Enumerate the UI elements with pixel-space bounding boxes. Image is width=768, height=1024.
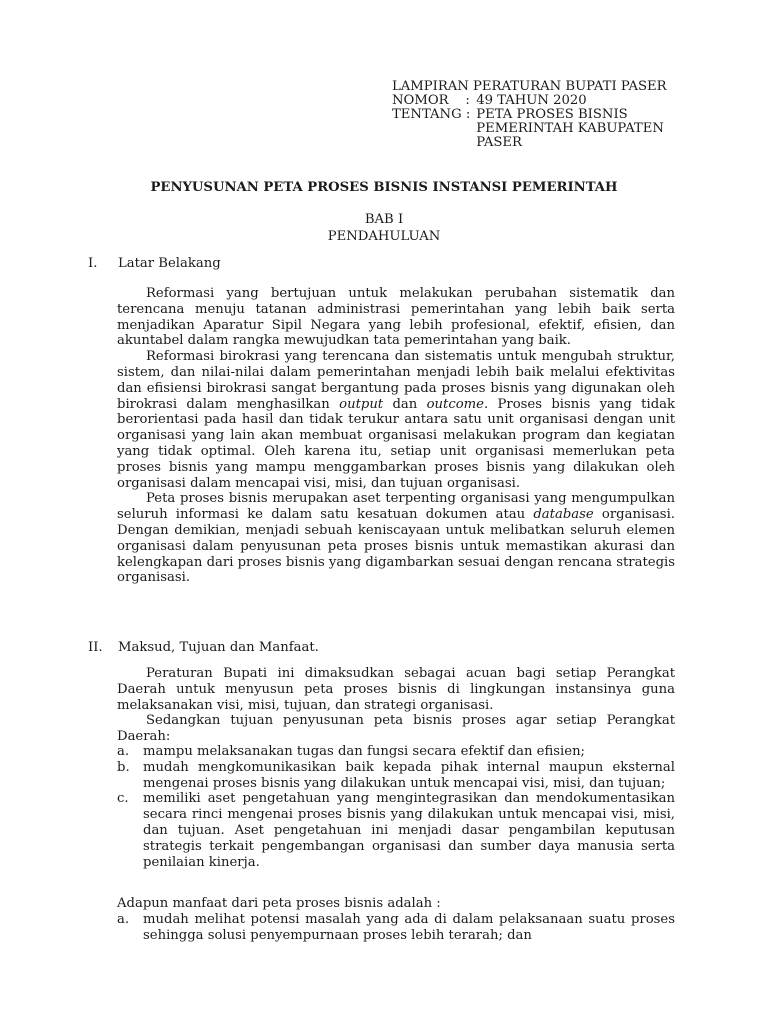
list-item: b. mudah mengkomunikasikan baik kepada pihak internal maupun eksternal mengenai proses bisnis yang dilakukan untuk mencapai visi, misi, dan tujuan;: [117, 759, 675, 791]
paragraph-2: Reformasi birokrasi yang terencana dan sistematis untuk mengubah struktur, sistem, dan nilai-nilai dalam pemerintahan menjadi lebih baik melalui efektivitas dan efisiensi birokrasi sangat bergantung pada proses bisnis yang digunakan oleh birokrasi dalam menghasilkan output dan outcome. Proses bisnis yang tidak berorientasi pada hasil dan tidak terukur antara satu unit organisasi dengan unit organisasi yang lain akan membuat organisasi melakukan program dan kegiatan yang tidak optimal. Oleh karena itu, setiap unit organisasi memerlukan peta proses bisnis yang mampu menggambarkan proses bisnis yang dilakukan oleh organisasi dalam mencapai visi, misi, dan tujuan organisasi.: [117, 349, 675, 491]
section-heading-1: [88, 256, 221, 271]
chapter-number: BAB I: [364, 212, 404, 227]
section-number: II.: [88, 640, 103, 655]
section-heading-2: [88, 640, 319, 655]
chapter-title: PENDAHULUAN: [327, 229, 441, 244]
document-title: PENYUSUNAN PETA PROSES BISNIS INSTANSI PEMERINTAH: [150, 180, 618, 195]
manfaat-intro: Adapun manfaat dari peta proses bisnis adalah :: [117, 896, 441, 911]
lampiran-header: [392, 80, 667, 150]
tujuan-list: [117, 744, 675, 870]
section-title: Latar Belakang: [118, 256, 221, 271]
section-title: Maksud, Tujuan dan Manfaat.: [118, 640, 319, 655]
paragraph-5: Sedangkan tujuan penyusunan peta bisnis proses agar setiap Perangkat Daerah:: [117, 713, 675, 745]
paragraph-4: Peraturan Bupati ini dimaksudkan sebagai acuan bagi setiap Perangkat Daerah untuk menyusun peta proses bisnis di lingkungan instansinya guna melaksanakan visi, misi, tujuan, dan strategi organisasi.: [117, 666, 675, 713]
list-item: a. mudah melihat potensi masalah yang ada di dalam pelaksanaan suatu proses sehingga solusi penyempurnaan proses lebih terarah; dan: [117, 912, 675, 943]
lampiran-line: LAMPIRAN PERATURAN BUPATI PASER: [392, 79, 667, 94]
paragraph-1: Reformasi yang bertujuan untuk melakukan perubahan sistematik dan terencana menuju tatanan administrasi pemerintahan yang lebih baik serta menjadikan Aparatur Sipil Negara yang lebih profesional, efektif, efisien, dan akuntabel dalam rangka mewujudkan tata pemerintahan yang baik.: [117, 286, 675, 349]
section-number: I.: [88, 256, 98, 271]
manfaat-list: [117, 912, 675, 944]
list-item: a. mampu melaksanakan tugas dan fungsi secara efektif dan efisien;: [117, 744, 586, 759]
tentang-key: TENTANG :: [392, 107, 471, 122]
tentang-value-2: PEMERINTAH KABUPATEN: [472, 121, 664, 136]
nomor-value: 49 TAHUN 2020: [472, 93, 587, 108]
paragraph-3: Peta proses bisnis merupakan aset terpenting organisasi yang mengumpulkan seluruh informasi ke dalam satu kesatuan dokumen atau database organisasi. Dengan demikian, menjadi sebuah keniscayaan untuk melibatkan seluruh elemen organisasi dalam penyusunan peta proses bisnis untuk memastikan akurasi dan kelengkapan dari proses bisnis yang digambarkan sesuai dengan rencana strategis organisasi.: [117, 491, 675, 586]
nomor-key: NOMOR :: [392, 93, 470, 108]
list-item: c. memiliki aset pengetahuan yang mengintegrasikan dan mendokumentasikan secara rinci mengenai proses bisnis yang dilakukan untuk mencapai visi, misi, dan tujuan. Aset pengetahuan ini menjadi dasar pengambilan keputusan strategis terkait pengembangan organisasi dan sumber daya manusia serta penilaian kinerja.: [117, 791, 675, 870]
chapter-heading: [0, 211, 768, 245]
tentang-value-1: PETA PROSES BISNIS: [472, 107, 628, 122]
section-2-body: [117, 666, 675, 745]
tentang-value-3: PASER: [472, 135, 522, 150]
section-1-body: [117, 286, 675, 586]
